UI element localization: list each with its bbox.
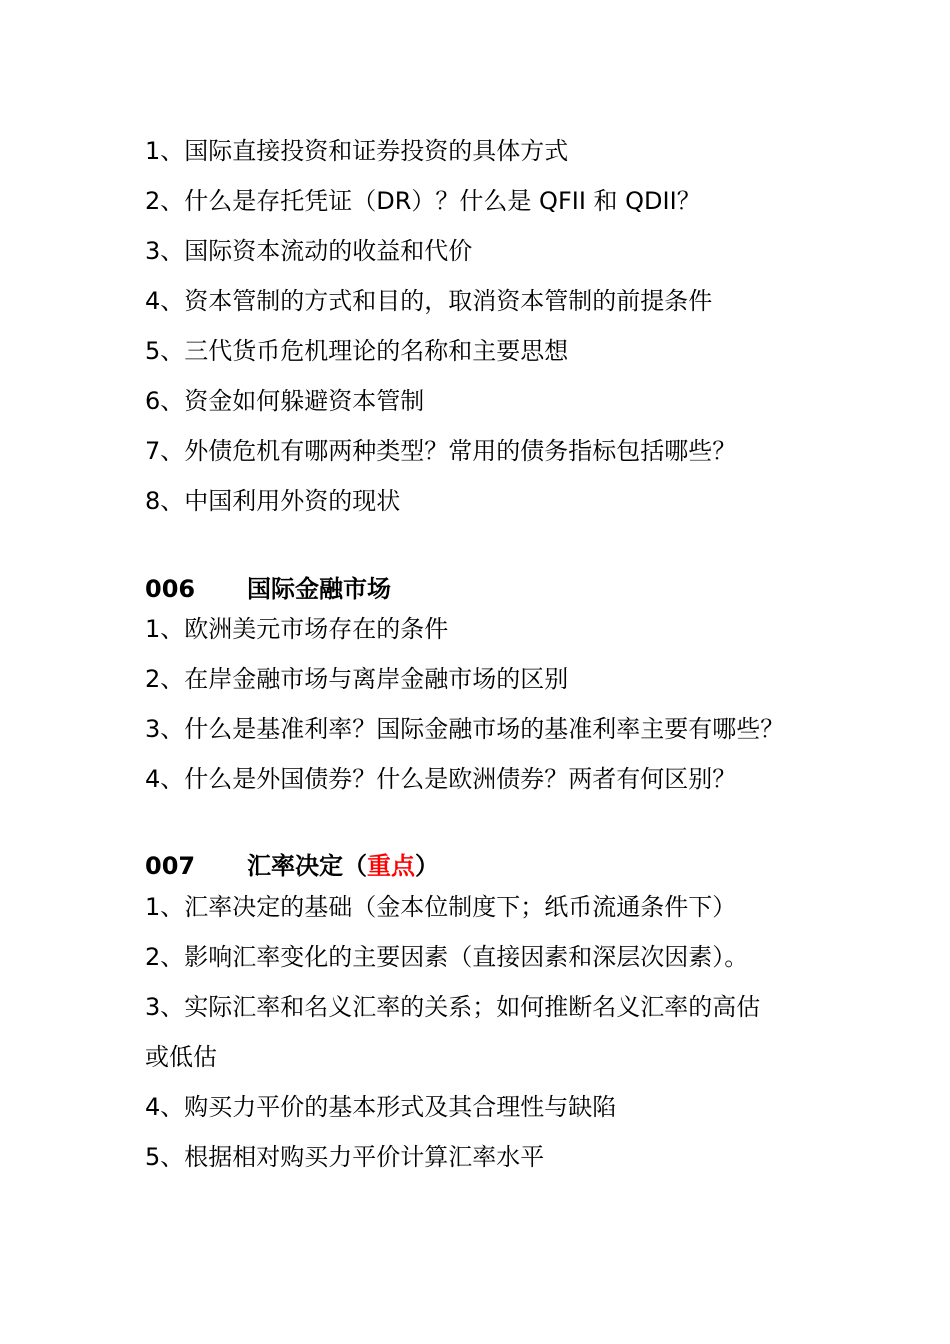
- highlight-label: 重点: [367, 852, 415, 880]
- paren-open: （: [343, 852, 367, 880]
- section-number: 007: [145, 852, 196, 880]
- question-item: 7、外债危机有哪两种类型？常用的债务指标包括哪些？: [145, 437, 737, 465]
- question-item: 4、资本管制的方式和目的，取消资本管制的前提条件: [145, 287, 713, 315]
- question-item: 4、购买力平价的基本形式及其合理性与缺陷: [145, 1093, 617, 1121]
- question-item: 3、什么是基准利率？国际金融市场的基准利率主要有哪些？: [145, 715, 785, 743]
- question-item: 2、影响汇率变化的主要因素（直接因素和深层次因素）。: [145, 943, 749, 971]
- question-item: 3、国际资本流动的收益和代价: [145, 237, 473, 265]
- question-item: 4、什么是外国债券？什么是欧洲债券？两者有何区别？: [145, 765, 737, 793]
- question-item: 1、欧洲美元市场存在的条件: [145, 615, 449, 643]
- question-item: 6、资金如何躲避资本管制: [145, 387, 425, 415]
- section-title: 国际金融市场: [247, 575, 391, 603]
- question-item: 5、三代货币危机理论的名称和主要思想: [145, 337, 569, 365]
- question-item: 2、在岸金融市场与离岸金融市场的区别: [145, 665, 569, 693]
- section-number: 006: [145, 575, 196, 603]
- section-heading: [145, 574, 391, 604]
- question-item: 1、国际直接投资和证券投资的具体方式: [145, 137, 569, 165]
- section-heading: [145, 851, 439, 881]
- section-title: 汇率决定: [247, 852, 343, 880]
- paren-close: ）: [415, 852, 439, 880]
- question-item: 1、汇率决定的基础（金本位制度下；纸币流通条件下）: [145, 893, 737, 921]
- question-item: 2、什么是存托凭证（DR）？什么是 QFII 和 QDII？: [145, 187, 701, 215]
- question-item-continuation: 或低估: [145, 1043, 217, 1071]
- question-item: 8、中国利用外资的现状: [145, 487, 401, 515]
- question-item: 3、实际汇率和名义汇率的关系；如何推断名义汇率的高估: [145, 993, 761, 1021]
- question-item: 5、根据相对购买力平价计算汇率水平: [145, 1143, 545, 1171]
